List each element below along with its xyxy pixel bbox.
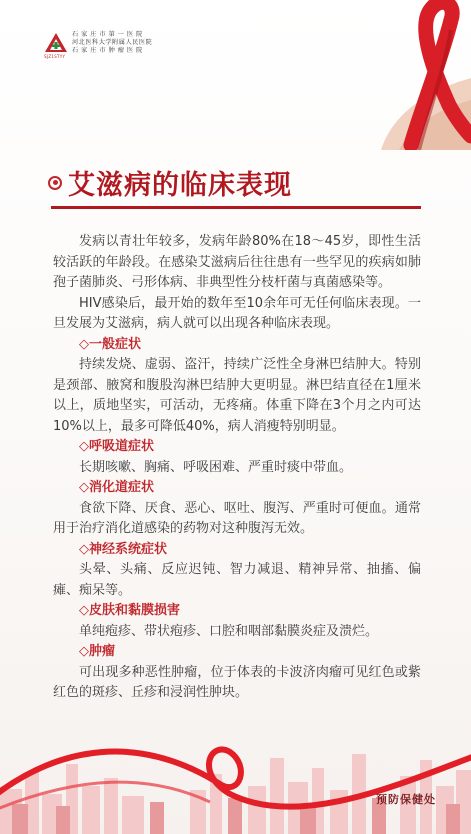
section-title: ◇神经系统症状 [79, 541, 167, 557]
hospital-name-line: 石 家 庄 市 肿 瘤 医 院 [72, 47, 143, 55]
hospital-names [72, 31, 152, 56]
title-row [48, 163, 292, 202]
hospital-name-line: 石 家 庄 市 第 一 医 院 [72, 31, 143, 38]
section-body: 长期咳嗽、胸痛、呼吸困难、严重时痰中带血。 [79, 459, 353, 475]
intro-paragraph: HIV感染后，最开始的数年至10余年可无任何临床表现。一旦发展为艾滋病，病人就可以出现各种临床表现。 [53, 295, 421, 331]
bullet-circle-icon [48, 176, 62, 190]
section-body: 单纯疱疹、带状疱疹、口腔和咽部黏膜炎症及溃烂。 [79, 623, 379, 639]
page-title: 艾滋病的临床表现 [68, 170, 292, 201]
section-title: ◇皮肤和黏膜损害 [79, 603, 180, 618]
intro-paragraph: 发病以青壮年较多，发病年龄80%在18～45岁，即性生活较活跃的年龄段。在感染艾滋病后往往患有一些罕见的疾病如肺孢子菌肺炎、弓形体病、非典型性分枝杆菌与真菌感染等。 [53, 234, 421, 290]
logo-caption: SJZ1STYY [44, 54, 66, 59]
section-body: 食欲下降、厌食、恶心、呕吐、腹泻、严重时可便血。通常用于治疗消化道感染的药物对这种腹泻无效。 [53, 500, 421, 536]
red-ribbon-hand-image [271, 0, 471, 150]
article-body [53, 232, 421, 704]
hospital-logo-icon [44, 32, 68, 54]
section-title: ◇肿瘤 [79, 644, 115, 659]
hospital-name-line: 河北医科大学附属人民医院 [72, 39, 153, 47]
section-title: ◇消化道症状 [79, 480, 154, 495]
section-body: 可出现多种恶性肿瘤，位于体表的卡波济肉瘤可见红色或紫红色的斑疹、丘疹和浸润性肿块。 [53, 664, 421, 700]
footer-slogan: 预防保健处 [376, 793, 436, 806]
section-title: ◇一般症状 [79, 336, 141, 352]
section-body: 持续发烧、虚弱、盗汗，持续广泛性全身淋巴结肿大。特别是颈部、腋窝和腹股沟淋巴结肿大更明显。淋巴结直径在1厘米以上，质地坚实，可活动，无疼痛。体重下降在3个月之内可达10%以上，最多可降低40%，病人消瘦特别明显。 [53, 357, 421, 434]
section-title: ◇呼吸道症状 [79, 439, 154, 454]
title-underline [51, 206, 421, 209]
city-skyline-ribbon-illustration [0, 694, 471, 834]
section-body: 头晕、头痛、反应迟钝、智力减退、精神异常、抽搐、偏瘫、痴呆等。 [53, 562, 421, 598]
